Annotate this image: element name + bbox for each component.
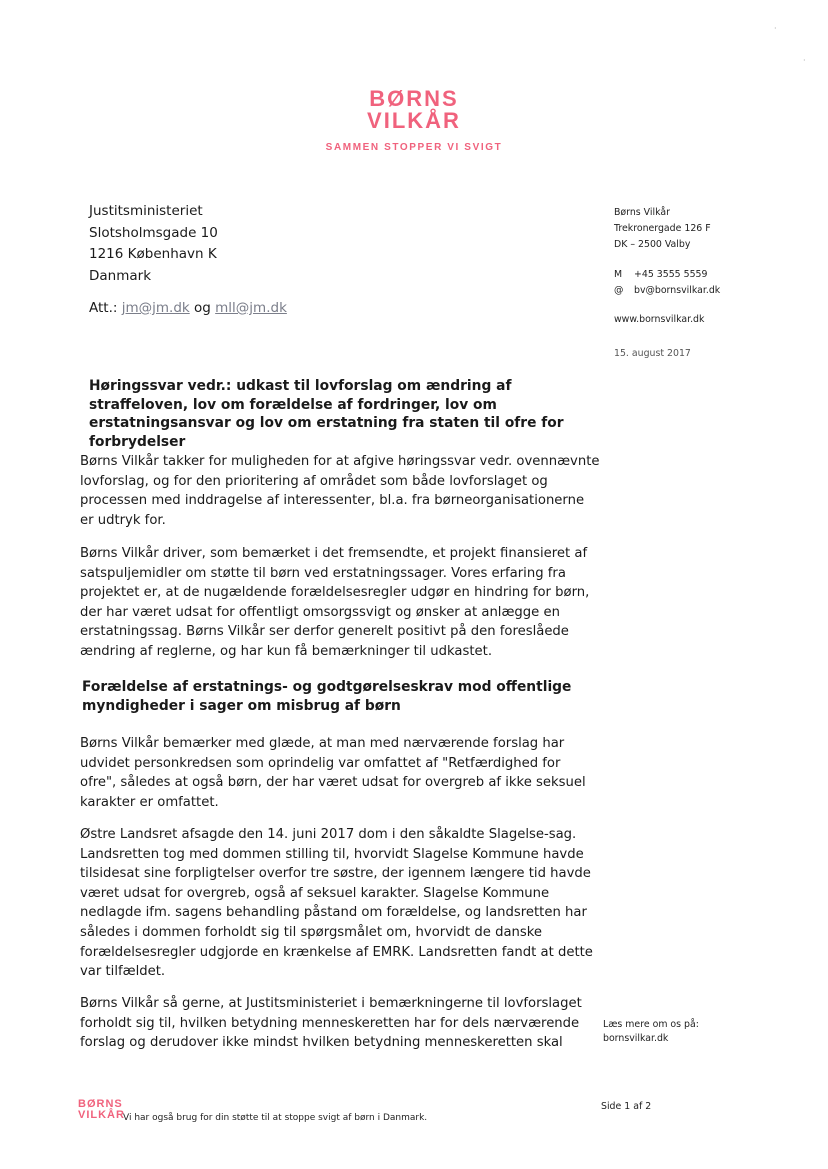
phone-label: M <box>614 269 623 280</box>
section-heading: Forældelse af erstatnings- og godtgørelseskrav mod offentlige myndigheder i sager om misbrug af børn <box>82 679 572 714</box>
paragraph-1: Børns Vilkår takker for muligheden for at afgive høringssvar vedr. ovennævnte lovforslag, og for den prioritering af området som både lovforslaget og processen med inddragelse af interessenter, bl.a. fra børneorganisationerne er udtryk for. <box>80 454 600 528</box>
logo-line-1: BØRNS <box>369 86 459 111</box>
footer-logo-line-2: VILKÅR <box>78 1109 125 1121</box>
attention-line <box>89 300 287 316</box>
email-link-mll[interactable]: mll@jm.dk <box>215 300 287 316</box>
recipient-line: Slotsholmsgade 10 <box>89 224 218 241</box>
sender-street: Trekronergade 126 F <box>614 223 711 234</box>
sender-phone-row <box>614 267 720 283</box>
recipient-line: 1216 København K <box>89 246 217 262</box>
recipient-address <box>89 201 218 287</box>
paragraph-5: Børns Vilkår så gerne, at Justitsministeriet i bemærkningerne til lovforslaget forholdt sig til, hvilken betydning menneskeretten har for dels nærværende forslag og derudover ikke mindst hvilken betydning menneskeretten skal <box>80 996 582 1051</box>
logo-line-2: VILKÅR <box>367 108 461 133</box>
footer-tagline: Vi har også brug for din støtte til at stoppe svigt af børn i Danmark. <box>123 1113 428 1123</box>
footer-logo-line-1: BØRNS <box>78 1098 123 1110</box>
paragraph-4: Østre Landsret afsagde den 14. juni 2017 dom i den såkaldte Slagelse-sag. Landsretten tog med dommen stilling til, hvorvidt Slagelse Kommune havde tilsidesat sine forpligtelser overfor tre søstre, der igennem længere tid havde været udsat for overgreb, også af seksuel karakter. Slagelse Kommune nedlagde ifm. sagens behandling påstand om forældelse, og landsretten har således i dommen forholdt sig til spørgsmålet om, hvorvidt de danske forældelsesregler udgjorde en krænkelse af EMRK. Landsretten fandt at dette var tilfældet. <box>80 827 593 980</box>
email-link-jm[interactable]: jm@jm.dk <box>121 300 190 316</box>
footer-logo <box>78 1099 125 1121</box>
sender-phone: +45 3555 5559 <box>634 269 708 280</box>
letter-heading: Høringssvar vedr.: udkast til lovforslag om ændring af straffeloven, lov om forældelse af fordringer, lov om erstatningsansvar og lov om erstatning fra staten til ofre for forbrydelser <box>89 378 564 450</box>
page-number: Side 1 af 2 <box>601 1101 652 1112</box>
logo-slogan: SAMMEN STOPPER VI SVIGT <box>325 142 503 153</box>
sender-city: DK – 2500 Valby <box>614 239 691 250</box>
paragraph-2: Børns Vilkår driver, som bemærket i det fremsendte, et projekt finansieret af satspuljemidler om støtte til børn ved erstatningssager. Vores erfaring fra projektet er, at de nugældende forældelsesregler udgør en hindring for børn, der har været udsat for offentligt omsorgssvigt og ønsker at anlægge en erstatningssag. Børns Vilkår ser derfor generelt positivt på den foreslåede ændring af reglerne, og har kun få bemærkninger til udkastet. <box>80 546 590 659</box>
header-logo <box>0 88 828 153</box>
sender-website: www.bornsvilkar.dk <box>614 314 705 325</box>
side-note <box>603 1018 699 1046</box>
email-label: @ <box>614 285 624 296</box>
letter-date: 15. august 2017 <box>614 348 691 359</box>
recipient-line: Danmark <box>89 267 152 284</box>
corner-mark-top: · <box>774 24 777 33</box>
att-and: og <box>194 300 211 316</box>
paragraph-3: Børns Vilkår bemærker med glæde, at man med nærværende forslag har udvidet personkredsen som oprindelig var omfattet af "Retfærdighed for ofre", således at også børn, der har været udsat for overgreb af ikke seksuel karakter er omfattet. <box>80 736 586 810</box>
sender-email-row <box>614 283 720 299</box>
corner-mark-bottom: · <box>803 56 806 65</box>
att-label: Att.: <box>89 300 118 316</box>
sender-email: bv@bornsvilkar.dk <box>634 285 721 296</box>
sender-name: Børns Vilkår <box>614 207 670 218</box>
recipient-line: Justitsministeriet <box>89 203 203 219</box>
side-note-line-1: Læs mere om os på: <box>603 1019 699 1030</box>
side-note-link[interactable]: bornsvilkar.dk <box>603 1033 669 1044</box>
sender-address <box>614 205 720 299</box>
